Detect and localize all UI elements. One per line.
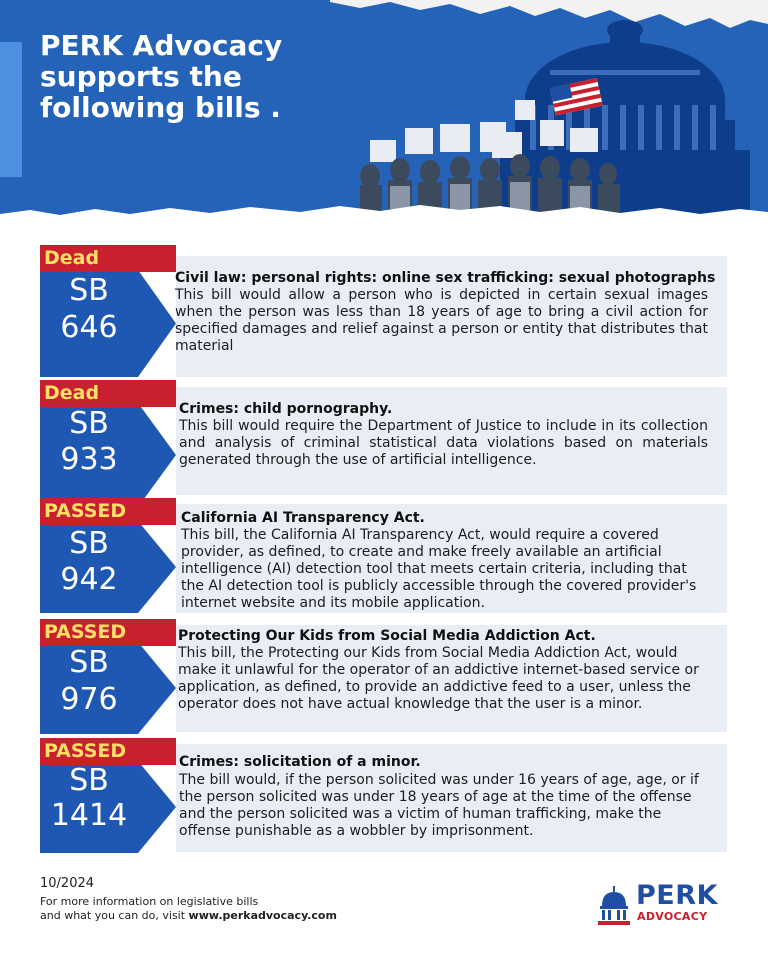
title-line-3: following bills . <box>40 91 281 124</box>
bill-prefix: SB <box>69 406 109 441</box>
status-badge: Dead <box>40 245 176 272</box>
capitol-protest-photo <box>330 0 768 215</box>
bill-prefix: SB <box>69 645 109 680</box>
footer-info-line-2 <box>40 909 380 923</box>
status-badge: PASSED <box>40 738 176 765</box>
bill-description: This bill would require the Department of Justice to include in its collection and analysis of criminal statistical data violations based on materials generated through the use of artificial intelligence. <box>179 418 708 468</box>
bill-row <box>0 245 768 377</box>
header-banner <box>0 0 768 215</box>
footer-info <box>40 895 380 923</box>
bill-number: 933 <box>60 442 118 477</box>
bill-prefix: SB <box>69 526 109 561</box>
status-badge: PASSED <box>40 619 176 646</box>
bill-row <box>0 498 768 613</box>
bill-number: 942 <box>60 562 118 597</box>
bill-description: This bill, the Protecting our Kids from Social Media Addiction Act, would make it unlawful for the operator of an addictive internet-based service or application, as defined, to provide an addictive feed to a user, unless the operator does not have actual knowledge that the user is a minor. <box>178 645 699 712</box>
bill-title: Crimes: child pornography. <box>179 401 393 417</box>
bill-prefix: SB <box>69 763 109 798</box>
bill-prefix: SB <box>69 273 109 308</box>
page-title <box>40 30 340 123</box>
title-line-2: supports the <box>40 60 242 93</box>
footer-info-prefix: and what you can do, visit <box>40 909 189 922</box>
title-line-1: PERK Advocacy <box>40 29 283 62</box>
bill-number: 976 <box>60 682 118 717</box>
bill-description: This bill, the California AI Transparency Act, would require a covered provider, as defined, to create and make freely available an artificial intelligence (AI) detection tool that meets certain criteria, including that the AI detection tool is publicly accessible through the covered provider's internet website and its mobile application. <box>181 527 697 611</box>
bill-row <box>0 380 768 495</box>
bill-number: 646 <box>60 310 118 345</box>
bill-title: California AI Transparency Act. <box>181 510 425 526</box>
torn-paper-edge <box>0 200 768 215</box>
header-accent-stripe <box>0 42 22 177</box>
logo-name: PERK <box>636 880 718 911</box>
bill-description: The bill would, if the person solicited was under 16 years of age, age, or if the person solicited was under 18 years of age at the time of the offense and the person solicited was a victim of human trafficking, make the offense punishable as a wobbler by imprisonment. <box>179 772 699 839</box>
website-link[interactable]: www.perkadvocacy.com <box>188 909 337 922</box>
bill-description: This bill would allow a person who is depicted in certain sexual images when the person was less than 18 years of age to bring a civil action for specified damages and relief against a person or entity that distributes that material <box>175 287 708 354</box>
perk-advocacy-logo <box>596 880 736 928</box>
bill-row <box>0 619 768 732</box>
logo-subtitle: ADVOCACY <box>637 910 708 923</box>
bill-title: Crimes: solicitation of a minor. <box>179 754 421 770</box>
capitol-icon <box>596 884 632 928</box>
bill-row <box>0 738 768 852</box>
bill-number: 1414 <box>50 798 128 833</box>
footer-info-line-1: For more information on legislative bills <box>40 895 259 908</box>
status-badge: PASSED <box>40 498 176 525</box>
bill-title: Civil law: personal rights: online sex trafficking: sexual photographs <box>175 270 716 286</box>
bill-title: Protecting Our Kids from Social Media Addiction Act. <box>178 628 596 644</box>
status-badge: Dead <box>40 380 176 407</box>
publication-date: 10/2024 <box>40 876 95 891</box>
